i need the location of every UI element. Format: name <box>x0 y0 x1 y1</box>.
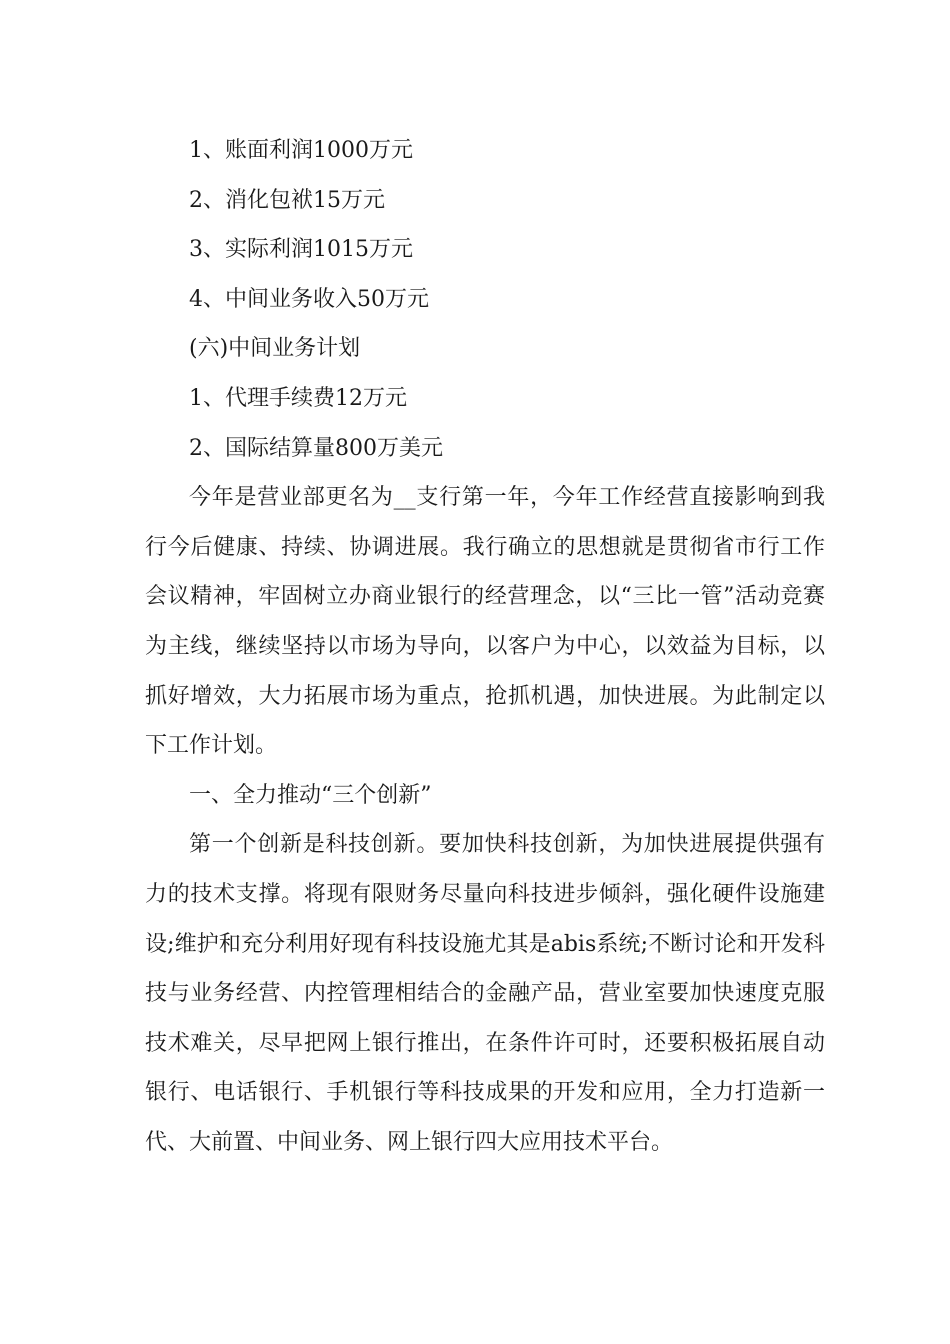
list-item-international-settlement: 2、国际结算量800万美元 <box>189 435 443 461</box>
section-heading-three-innovations: 一、全力推动“三个创新” <box>189 782 432 808</box>
document-body <box>145 126 825 1167</box>
list-item-actual-profit: 3、实际利润1015万元 <box>189 237 413 263</box>
list-item-agency-fees: 1、代理手续费12万元 <box>189 385 407 411</box>
body-paragraph-tech-innovation: 第一个创新是科技创新。要加快科技创新，为加快进展提供强有力的技术支撑。将现有限财务尽量向科技进步倾斜，强化硬件设施建设;维护和充分利用好现有科技设施尤其是abis系统;不断讨论和开发科技与业务经营、内控管理相结合的金融产品，营业室要加快速度克服技术难关，尽早把网上银行推出，在条件许可时，还要积极拓展自动银行、电话银行、手机银行等科技成果的开发和应用，全力打造新一代、大前置、中间业务、网上银行四大应用技术平台。 <box>145 832 825 1155</box>
body-paragraph-intro: 今年是营业部更名为__支行第一年，今年工作经营直接影响到我行今后健康、持续、协调进展。我行确立的思想就是贯彻省市行工作会议精神，牢固树立办商业银行的经营理念，以“三比一管”活动竞赛为主线，继续坚持以市场为导向，以客户为中心，以效益为目标，以抓好增效，大力拓展市场为重点，抢抓机遇，加快进展。为此制定以下工作计划。 <box>145 485 825 759</box>
list-item-intermediate-income: 4、中间业务收入50万元 <box>189 286 429 312</box>
section-heading-intermediate-plan: (六)中间业务计划 <box>189 336 361 362</box>
list-item-book-profit: 1、账面利润1000万元 <box>189 138 413 163</box>
list-item-digest-burden: 2、消化包袱15万元 <box>189 187 385 213</box>
